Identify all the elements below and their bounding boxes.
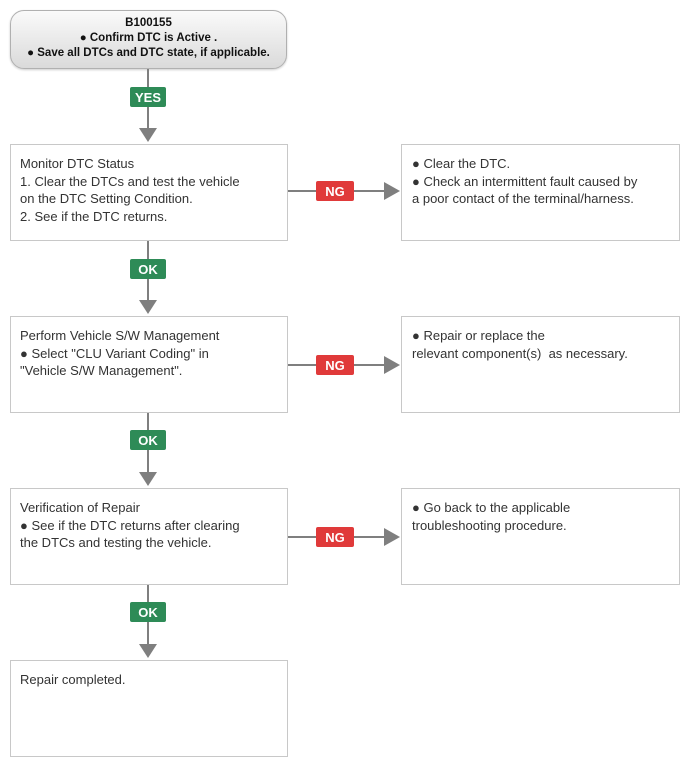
step-monitor-dtc-status	[10, 144, 288, 241]
arrow-right-icon	[384, 182, 400, 200]
dtc-code: B100155	[125, 17, 172, 29]
arrow-right-icon	[384, 528, 400, 546]
step-3-title: Verification of Repair	[20, 500, 140, 515]
step-2-title: Perform Vehicle S/W Management	[20, 328, 220, 343]
ok-badge-2: OK	[130, 430, 166, 450]
ng-1-line-1: ● Clear the DTC.	[412, 156, 511, 171]
final-repair-completed	[10, 660, 288, 757]
ng-action-3	[401, 488, 680, 585]
step-2-line-2: ● Select "CLU Variant Coding" in	[20, 345, 209, 361]
ng-3-line-1: ● Go back to the applicable	[412, 500, 571, 515]
step-verification-of-repair	[10, 488, 288, 585]
arrow-down-icon	[139, 300, 157, 314]
arrow-down-icon	[139, 128, 157, 142]
final-line-1: Repair completed.	[20, 672, 126, 687]
ng-1-line-3: a poor contact of the terminal/harness.	[412, 191, 634, 206]
arrow-down-icon	[139, 472, 157, 486]
ok-badge-1: OK	[130, 259, 166, 279]
step-3-line-2: ● See if the DTC returns after clearing	[20, 517, 240, 533]
ng-badge-3: NG	[316, 527, 354, 547]
yes-badge: YES	[130, 87, 166, 107]
ng-3-line-2: troubleshooting procedure.	[412, 517, 567, 533]
step-1-line-4: 2. See if the DTC returns.	[20, 208, 168, 224]
step-vehicle-sw-management	[10, 316, 288, 413]
step-1-title: Monitor DTC Status	[20, 156, 135, 171]
step-2-line-3: "Vehicle S/W Management".	[20, 363, 183, 378]
ok-badge-3: OK	[130, 602, 166, 622]
arrow-right-icon	[384, 356, 400, 374]
ng-2-line-2: relevant component(s) as necessary.	[412, 345, 628, 361]
step-1-line-2: 1. Clear the DTCs and test the vehicle	[20, 173, 240, 189]
arrow-down-icon	[139, 644, 157, 658]
start-line-2: ● Save all DTCs and DTC state, if applicable.	[27, 47, 270, 59]
ng-badge-1: NG	[316, 181, 354, 201]
start-node	[10, 10, 287, 69]
step-1-line-3: on the DTC Setting Condition.	[20, 191, 193, 206]
ng-2-line-1: ● Repair or replace the	[412, 328, 545, 343]
start-line-1: ● Confirm DTC is Active .	[79, 32, 218, 44]
ng-1-line-2: ● Check an intermittent fault caused by	[412, 173, 638, 189]
ng-action-2	[401, 316, 680, 413]
ng-badge-2: NG	[316, 355, 354, 375]
step-3-line-3: the DTCs and testing the vehicle.	[20, 535, 212, 550]
ng-action-1	[401, 144, 680, 241]
